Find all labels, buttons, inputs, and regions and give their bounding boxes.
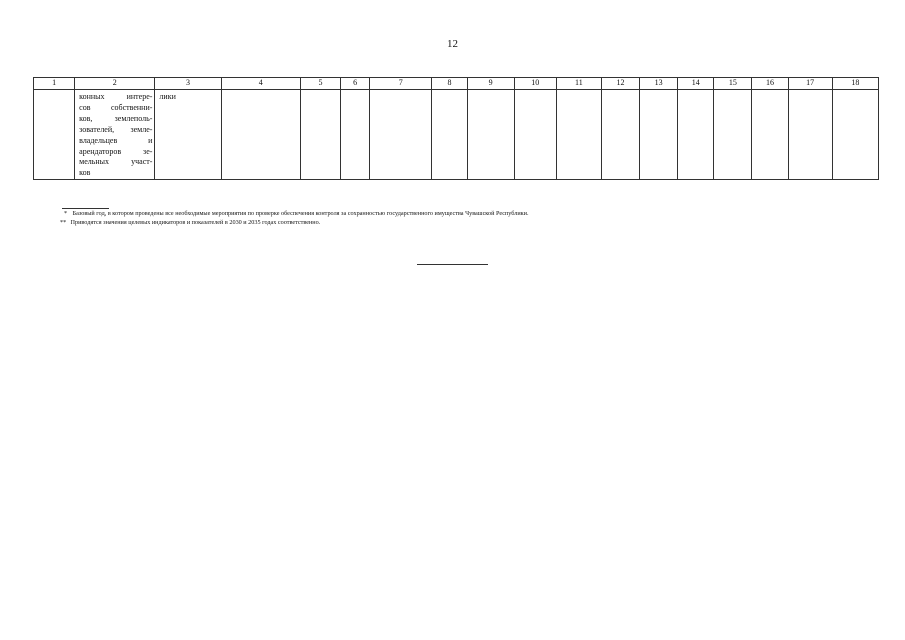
table-cell: [75, 90, 155, 180]
table-cell: [221, 90, 300, 180]
cell-line: мельных участ-: [79, 157, 153, 167]
cell-text-col3: лики: [159, 92, 176, 101]
table-cell: [832, 90, 878, 180]
cell-line: ков: [79, 168, 91, 178]
table-cell: [300, 90, 340, 180]
table-cell: [556, 90, 601, 180]
column-header: 9: [467, 78, 514, 90]
column-header: 6: [341, 78, 370, 90]
table-cell: [34, 90, 75, 180]
footnote-text: Приводятся значения целевых индикаторов и показателей в 2030 и 2035 годах соответственно.: [70, 219, 321, 226]
column-header: 8: [432, 78, 467, 90]
column-header: 2: [75, 78, 155, 90]
column-header: 11: [556, 78, 601, 90]
column-header: 3: [155, 78, 221, 90]
cell-line: конных интере-: [79, 92, 153, 101]
cell-text-col2: [75, 90, 154, 179]
column-header: 10: [514, 78, 556, 90]
table-cell: [678, 90, 714, 180]
table-cell: [514, 90, 556, 180]
end-separator: [417, 264, 488, 265]
column-header: 17: [788, 78, 832, 90]
column-header: 4: [221, 78, 300, 90]
column-header: 13: [640, 78, 678, 90]
table-cell: [432, 90, 467, 180]
column-header: 18: [832, 78, 878, 90]
footnote-2: [60, 219, 320, 227]
column-header: 16: [752, 78, 788, 90]
table-cell: [601, 90, 639, 180]
cell-line: ков, землеполь-: [79, 113, 153, 123]
table-cell: [640, 90, 678, 180]
footnote-1: [62, 210, 529, 218]
cell-line: зователей, земле-: [79, 124, 153, 134]
footnote-mark: **: [60, 219, 67, 226]
table-cell: [714, 90, 752, 180]
column-header: 7: [370, 78, 432, 90]
data-table: [33, 77, 879, 180]
footnote-text: Базовый год, в котором проведены все необходимые мероприятия по проверке обеспечения контроля за сохранностью государственного имущества Чувашской Республики.: [72, 210, 529, 217]
table-cell: [752, 90, 788, 180]
column-header: 14: [678, 78, 714, 90]
table-row: [34, 90, 879, 180]
table-cell: [467, 90, 514, 180]
cell-line: сов собственни-: [79, 102, 153, 112]
cell-line: арендаторов зе-: [79, 146, 153, 156]
table-cell: [341, 90, 370, 180]
table-cell: [788, 90, 832, 180]
table-cell: [155, 90, 221, 180]
column-header: 15: [714, 78, 752, 90]
page-number: 12: [447, 38, 458, 50]
footnote-separator: [62, 208, 109, 209]
column-header: 5: [300, 78, 340, 90]
footnote-mark: *: [64, 210, 68, 217]
table-header-row: [34, 78, 879, 90]
table-cell: [370, 90, 432, 180]
column-header: 12: [601, 78, 639, 90]
cell-line: владельцев и: [79, 135, 153, 145]
column-header: 1: [34, 78, 75, 90]
